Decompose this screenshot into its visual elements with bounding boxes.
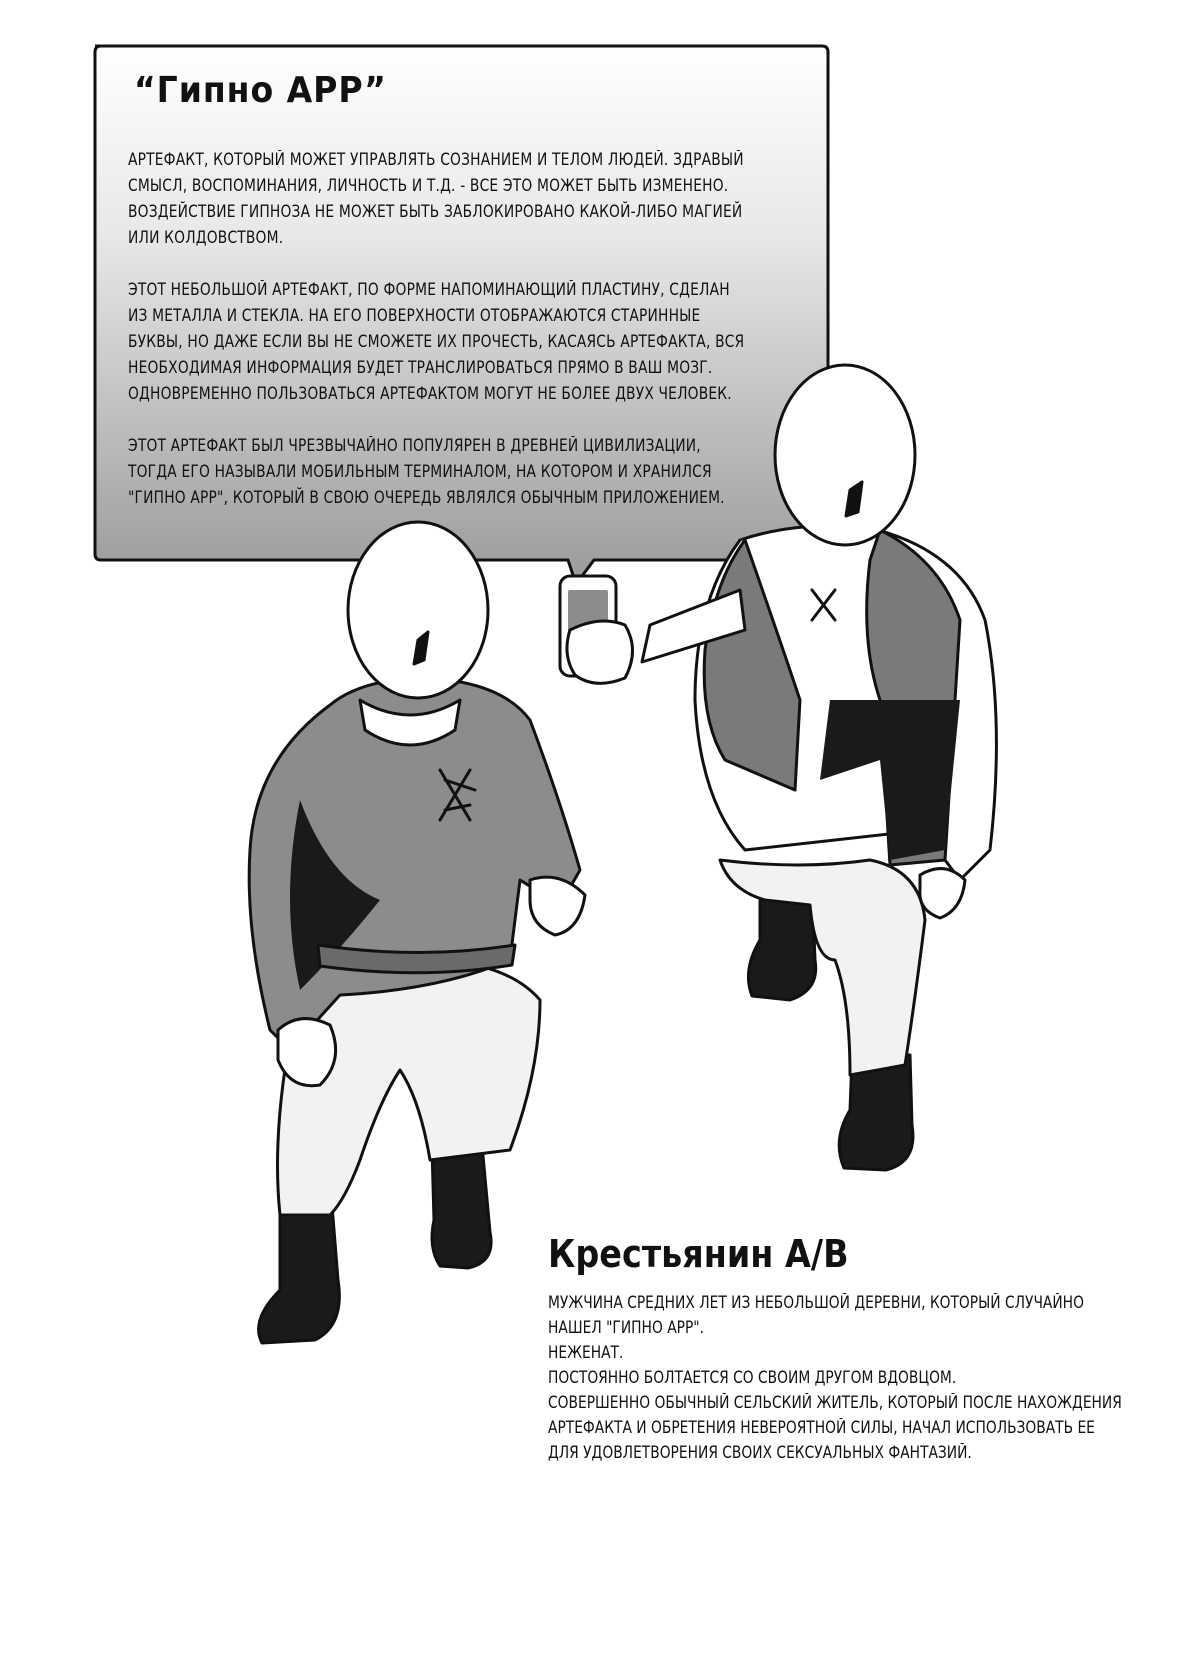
bio-line: ПОСТОЯННО БОЛТАЕТСЯ СО СВОИМ ДРУГОМ ВДОВЦОМ. [548,1368,957,1387]
bio-line: НАШЕЛ "ГИПНО APP". [548,1318,705,1337]
left-hand-right [530,877,585,935]
left-boot-right [432,1145,491,1268]
bubble-paragraph: ЭТОТ АРТЕФАКТ БЫЛ ЧРЕЗВЫЧАЙНО ПОПУЛЯРЕН В ДРЕВНЕЙ ЦИВИЛИЗАЦИИ, ТОГДА ЕГО НАЗЫВАЛИ МОБИЛЬНЫМ ТЕРМИНАЛОМ, НА КОТОРОМ И ХРАНИЛСЯ "ГИПНО APP", КОТОРЫЙ В СВОЮ ОЧЕРЕДЬ ЯВЛЯЛСЯ ОБЫЧНЫМ ПРИЛОЖЕНИЕМ. [128,436,725,507]
character-bio [548,1232,1188,1465]
bubble-title: “Гипно APP” [134,70,387,111]
right-hand-phone [567,621,633,683]
bubble-text-block [128,70,800,537]
bio-line: ДЛЯ УДОВЛЕТВОРЕНИЯ СВОИХ СЕКСУАЛЬНЫХ ФАНТАЗИЙ. [548,1443,972,1462]
bio-line: СОВЕРШЕННО ОБЫЧНЫЙ СЕЛЬСКИЙ ЖИТЕЛЬ, КОТОРЫЙ ПОСЛЕ НАХОЖДЕНИЯ [548,1393,1122,1412]
bubble-paragraph: АРТЕФАКТ, КОТОРЫЙ МОЖЕТ УПРАВЛЯТЬ СОЗНАНИЕМ И ТЕЛОМ ЛЮДЕЙ. ЗДРАВЫЙ СМЫСЛ, ВОСПОМИНАНИЯ, ЛИЧНОСТЬ И Т.Д. - ВСЕ ЭТО МОЖЕТ БЫТЬ ИЗМЕНЕНО. ВОЗДЕЙСТВИЕ ГИПНОЗА НЕ МОЖЕТ БЫТЬ ЗАБЛОКИРОВАНО КАКОЙ-ЛИБО МАГИЕЙ ИЛИ КОЛДОВСТВОМ. [128,150,744,247]
bio-line: НЕЖЕНАТ. [548,1343,624,1362]
left-hand-left [278,1019,336,1086]
bio-line: АРТЕФАКТА И ОБРЕТЕНИЯ НЕВЕРОЯТНОЙ СИЛЫ, НАЧАЛ ИСПОЛЬЗОВАТЬ ЕЕ [548,1418,1095,1437]
bio-line: МУЖЧИНА СРЕДНИХ ЛЕТ ИЗ НЕБОЛЬШОЙ ДЕРЕВНИ, КОТОРЫЙ СЛУЧАЙНО [548,1293,1084,1312]
right-hand-fist [920,869,965,918]
left-head [348,522,488,698]
bio-title: Крестьянин А/В [548,1232,849,1276]
peasant-left-figure [249,522,585,1343]
bubble-paragraph: ЭТОТ НЕБОЛЬШОЙ АРТЕФАКТ, ПО ФОРМЕ НАПОМИНАЮЩИЙ ПЛАСТИНУ, СДЕЛАН ИЗ МЕТАЛЛА И СТЕКЛА. НА ЕГО ПОВЕРХНОСТИ ОТОБРАЖАЮТСЯ СТАРИННЫЕ БУКВЫ, НО ДАЖЕ ЕСЛИ ВЫ НЕ СМОЖЕТЕ ИХ ПРОЧЕСТЬ, КАСАЯСЬ АРТЕФАКТА, ВСЯ НЕОБХОДИМАЯ ИНФОРМАЦИЯ БУДЕТ ТРАНСЛИРОВАТЬСЯ ПРЯМО В ВАШ МОЗГ. ОДНОВРЕМЕННО ПОЛЬЗОВАТЬСЯ АРТЕФАКТОМ МОГУТ НЕ БОЛЕЕ ДВУХ ЧЕЛОВЕК. [128,280,745,403]
